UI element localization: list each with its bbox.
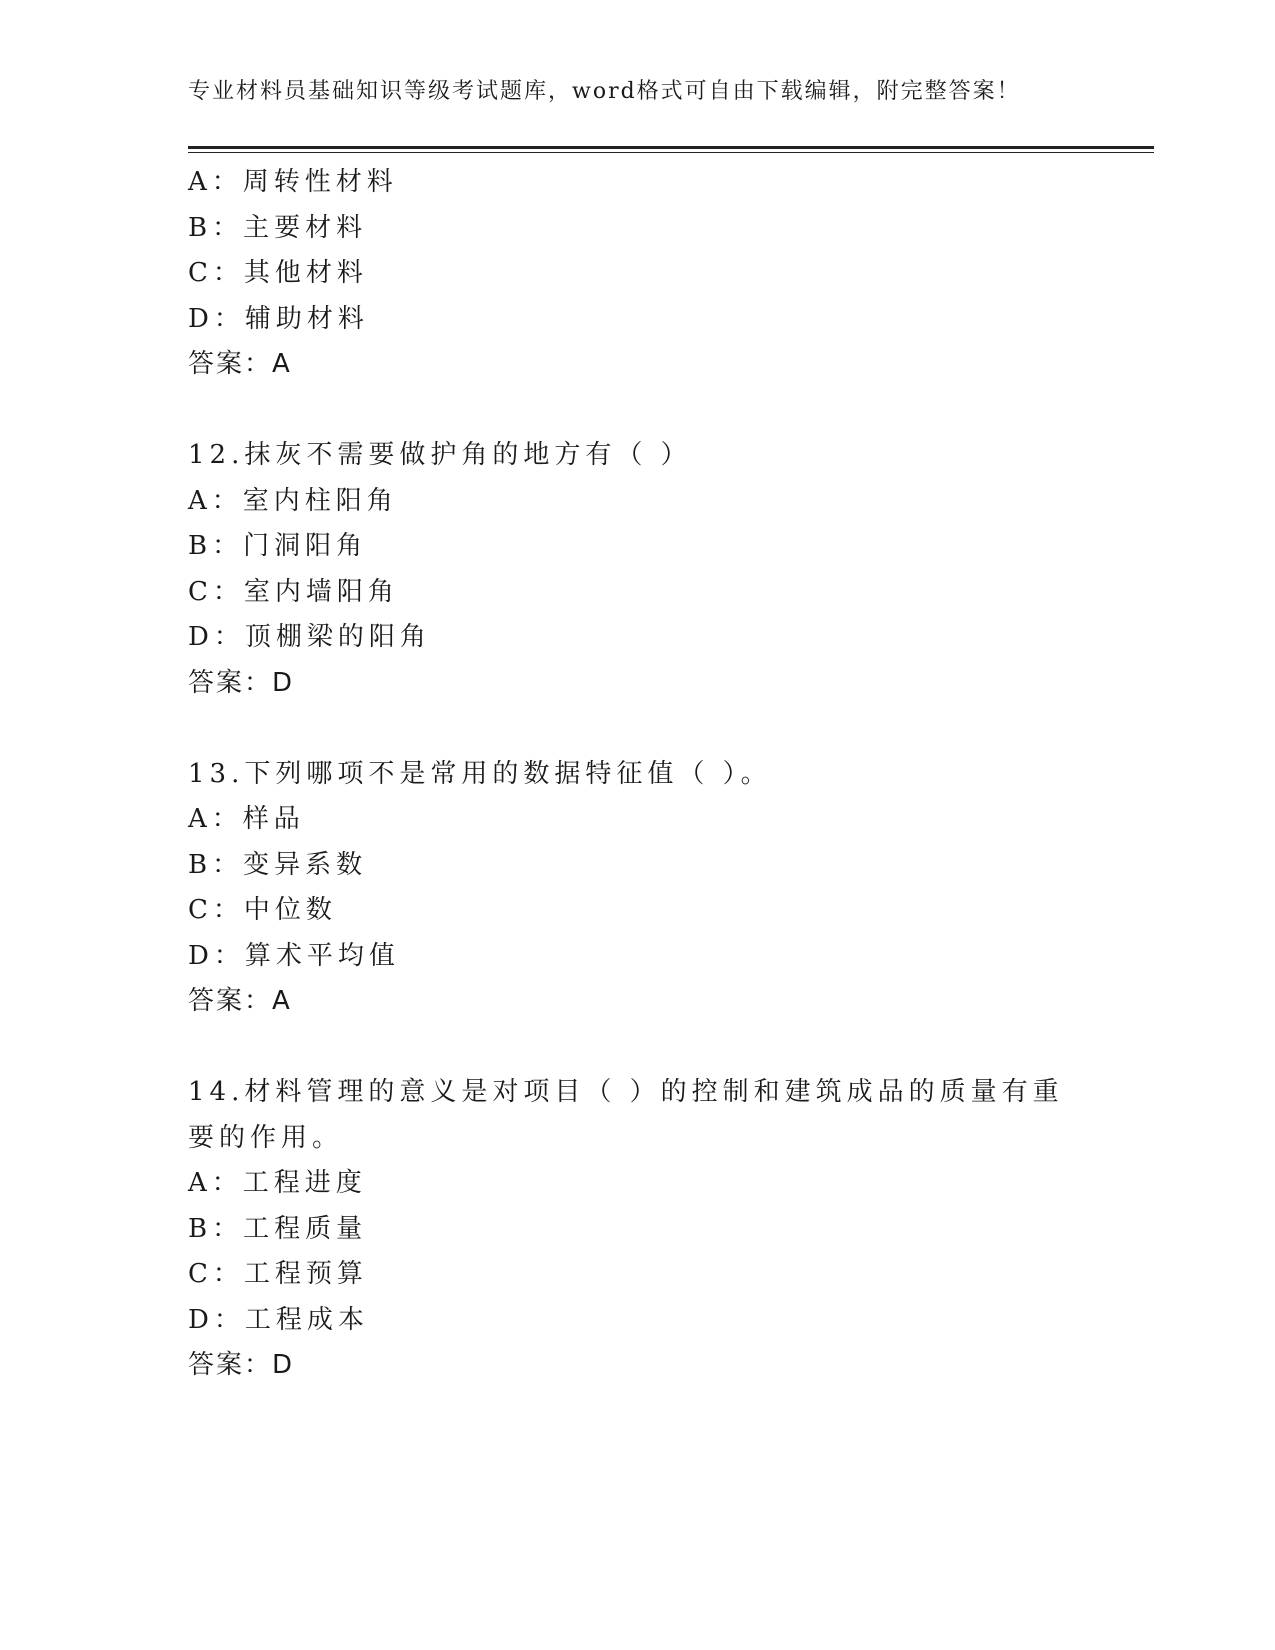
question-continuation (188, 160, 1088, 388)
option-c: C：其他材料 (188, 258, 368, 288)
option-d: D：辅助材料 (188, 303, 369, 334)
question-13 (188, 752, 1088, 1025)
question-12 (188, 433, 1088, 706)
option-a: A：工程进度 (188, 1168, 367, 1198)
option-d: D：工程成本 (188, 1304, 369, 1335)
question-stem: 13.下列哪项不是常用的数据特征值（ ）。 (188, 758, 772, 789)
option-a: A：周转性材料 (188, 167, 398, 197)
page-header: 专业材料员基础知识等级考试题库，word格式可自由下载编辑，附完整答案！ (188, 79, 1021, 104)
question-stem: 12.抹灰不需要做护角的地方有（ ） (188, 440, 692, 470)
spacer (188, 706, 1088, 752)
document-body (188, 160, 1088, 1389)
header-rule (188, 146, 1154, 149)
option-b: B：变异系数 (188, 849, 368, 880)
answer: 答案：A (188, 349, 292, 379)
option-a: A：室内柱阳角 (188, 485, 398, 516)
option-d: D：顶棚梁的阳角 (188, 622, 431, 652)
option-b: B：主要材料 (188, 212, 368, 243)
spacer (188, 1025, 1088, 1071)
option-c: C：工程预算 (188, 1259, 368, 1289)
option-b: B：门洞阳角 (188, 531, 368, 561)
question-14 (188, 1070, 1088, 1389)
option-b: B：工程质量 (188, 1213, 368, 1244)
header-rule-thin (188, 152, 1154, 153)
answer: 答案：D (188, 1350, 295, 1380)
answer: 答案：A (188, 986, 292, 1016)
spacer (188, 388, 1088, 434)
answer: 答案：D (188, 667, 295, 698)
option-c: C：中位数 (188, 895, 337, 925)
option-a: A：样品 (188, 804, 305, 834)
option-c: C：室内墙阳角 (188, 576, 399, 607)
question-stem: 14.材料管理的意义是对项目（ ）的控制和建筑成品的质量有重要的作用。 (188, 1077, 1064, 1153)
option-d: D：算术平均值 (188, 940, 400, 971)
